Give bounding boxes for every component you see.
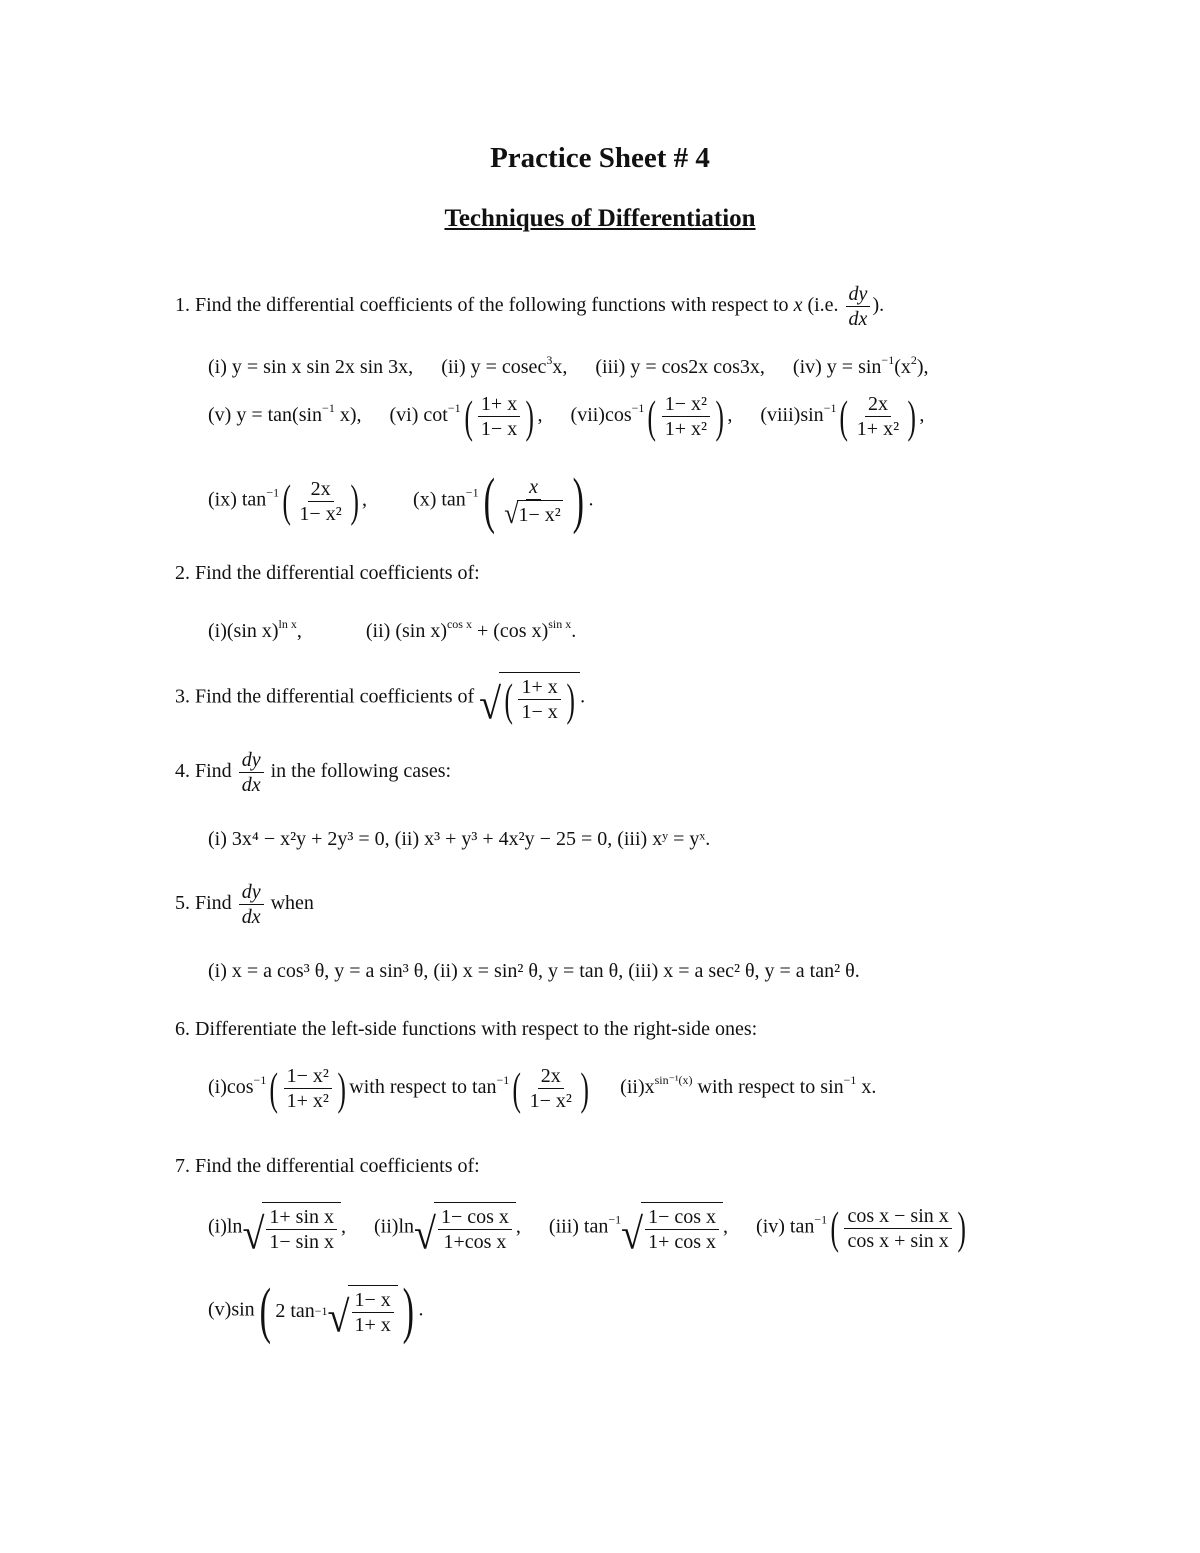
sqrt-expression: √ ( $\frac{1+ x}{1- x}$ ) [479, 672, 580, 724]
dy-dx-fraction: $\frac{dy}{dx}$ [846, 282, 871, 331]
question-4-row: (i) 3x⁴ − x²y + 2y³ = 0, (ii) x³ + y³ + 4x²y − 25 = 0, (iii) xʸ = yˣ. [208, 828, 711, 850]
page-title: Practice Sheet # 4 [490, 142, 710, 174]
question-7-row-1: (i)ln √ $\frac{\text{1+ sin x}}{\text{1− sin x}}$ , (ii)ln √ $\frac{\text{1− cos x}}{\text{1+cos x}}$ , (iii) $\tan^{-1}$ √ $\frac{\text{1− cos x}}{\text{1+ cos x}}$ , (iv) $\tan^{-1}$ ( $\frac{\text{cos x − sin x}}{\text{cos x + sin x}}$ ) [208, 1202, 966, 1259]
question-6-row: $(i)\cos^{-1}$ ( $\frac{\text{1− x²}}{\text{1+ x²}}$ ) with respect to $\tan^{-1}$ ( $\frac{2x}{\text{1− x²}}$ ) $(ii)x^{sin^{-1}(x)}$ with respect to $\sin^{-1} x$. [208, 1062, 877, 1114]
question-1-row-2: (v) $y = \tan(\sin^{-1}$ x), (vi) $\cot^{-1}$ ( $\frac{1+ x}{1- x}$ ) , $(vii)\cos^{-1}$ ( $\frac{\text{1− x²}}{\text{1+ x²}}$ ) , $(viii)\sin^{-1}$ ( $\frac{2x}{\text{1+ x²}}$ ) , [208, 390, 925, 442]
question-5: 5. Find $\frac{dy}{dx}$ when [175, 881, 314, 928]
question-1-row-1: (i) y = sin x sin 2x sin 3x, (ii) y = cosec$^3$x, (iii) y = cos2x cos3x, (iv) $y = \sin^{-1}(x^2)$, [208, 353, 929, 378]
question-7-row-2: (v)sin ( 2 tan −1 √ $\frac{1- x}{1+ x}$ ) . [208, 1277, 424, 1345]
question-2-row: (i)(sin x)$^{ln x}$, (ii) (sin x)$^{cos x}$ + (cos x)$^{sin x}$. [208, 617, 577, 642]
question-1-row-3: (ix) $\tan^{-1}$ ( $\frac{2x}{\text{1− x²}}$ ) , (x) $\tan^{-1}$ ( x √ 1− x² ) . [208, 467, 594, 535]
page-subtitle: Techniques of Differentiation [444, 205, 756, 232]
question-6: 6. Differentiate the left-side functions with respect to the right-side ones: [175, 1018, 758, 1040]
question-4: 4. Find $\frac{dy}{dx}$ in the following cases: [175, 749, 452, 796]
question-1: 1. Find the differential coefficients of the following functions with respect to x (i.e. $\frac{dy}{dx}$ ). [175, 283, 885, 330]
question-3: 3. Find the differential coefficients of √ ( $\frac{1+ x}{1- x}$ ) . [175, 673, 586, 729]
question-2: 2. Find the differential coefficients of: [175, 562, 480, 584]
question-5-row: (i) x = a cos³ θ, y = a sin³ θ, (ii) x = sin² θ, y = tan θ, (iii) x = a sec² θ, y = a tan² θ. [208, 960, 860, 982]
question-7: 7. Find the differential coefficients of: [175, 1155, 480, 1177]
